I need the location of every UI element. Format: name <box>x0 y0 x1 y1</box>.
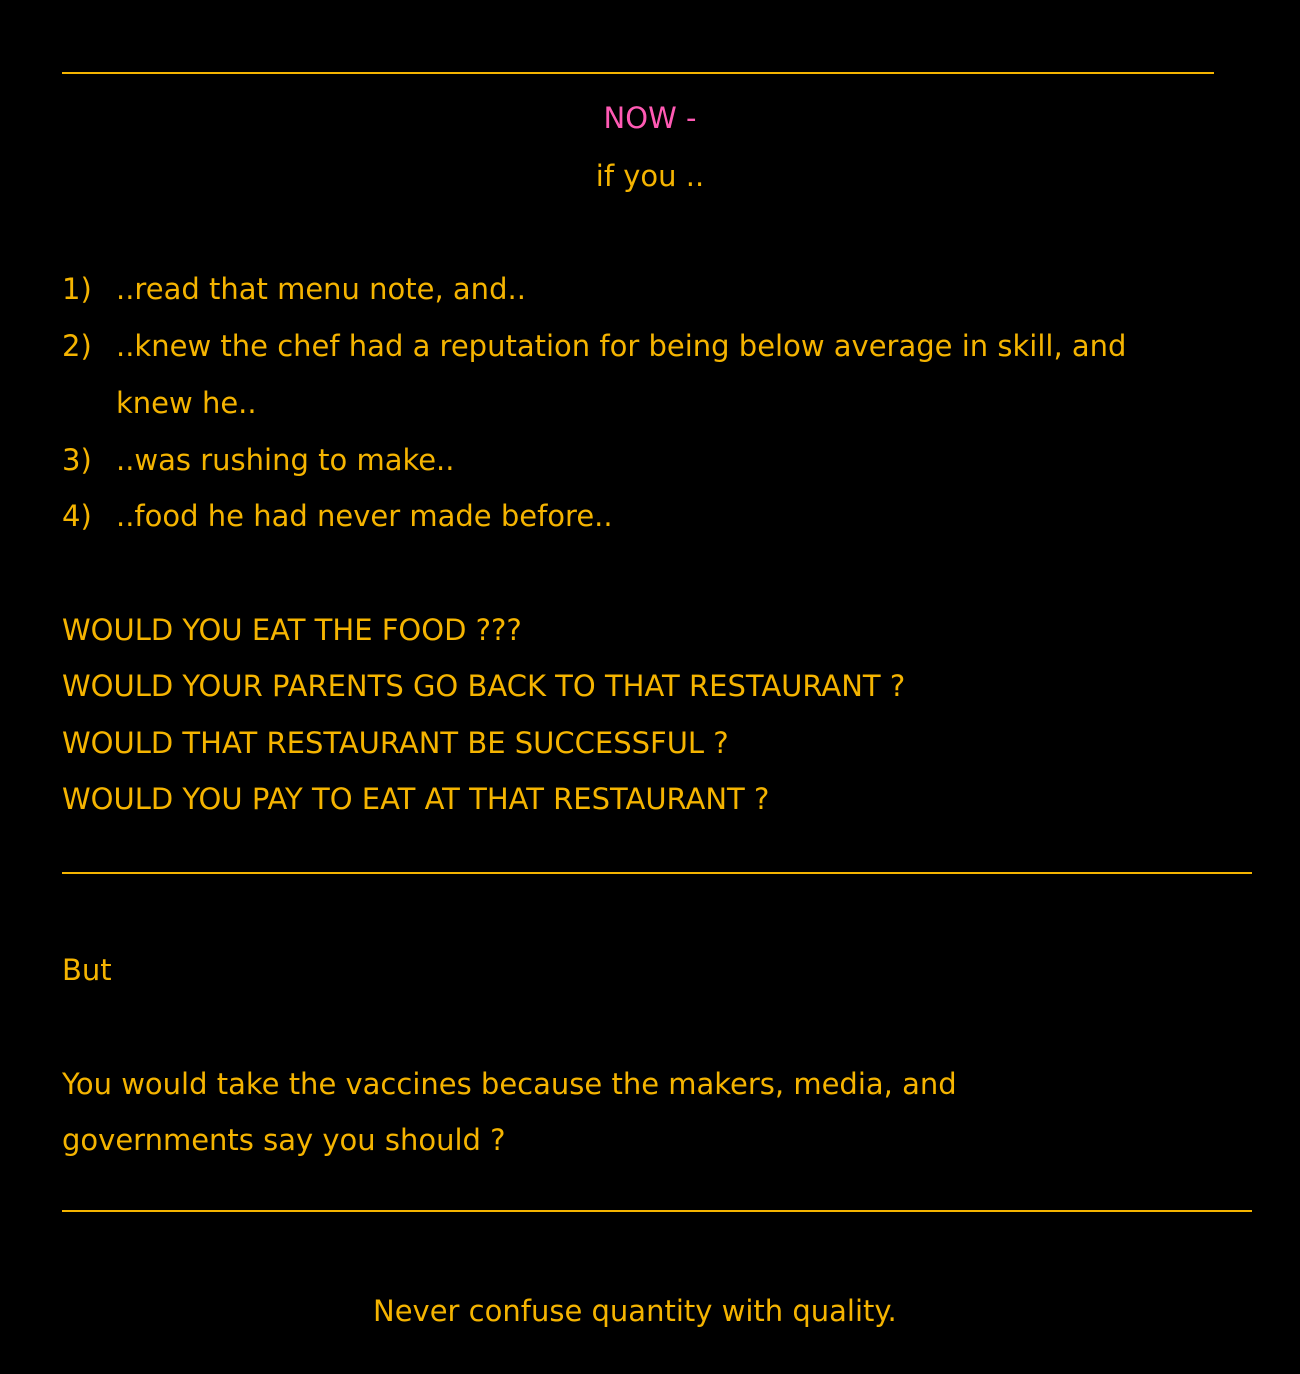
but-text: But <box>62 953 112 987</box>
statement-line-1: You would take the vaccines because the makers, media, and <box>62 1067 957 1101</box>
list-item-3: ..was rushing to make.. <box>116 443 455 477</box>
list-number-1: 1) <box>62 272 92 306</box>
question-4: WOULD YOU PAY TO EAT AT THAT RESTAURANT ? <box>62 782 770 816</box>
list-number-2: 2) <box>62 329 92 363</box>
list-item-2-line-1: ..knew the chef had a reputation for being below average in skill, and <box>116 329 1127 363</box>
divider-bottom <box>62 1210 1252 1212</box>
question-1: WOULD YOU EAT THE FOOD ??? <box>62 613 522 647</box>
closing-quote: Never confuse quantity with quality. <box>373 1294 897 1328</box>
list-number-3: 3) <box>62 443 92 477</box>
divider-middle <box>62 872 1252 874</box>
question-2: WOULD YOUR PARENTS GO BACK TO THAT RESTAURANT ? <box>62 669 906 703</box>
statement-line-2: governments say you should ? <box>62 1123 506 1157</box>
list-number-4: 4) <box>62 499 92 533</box>
question-3: WOULD THAT RESTAURANT BE SUCCESSFUL ? <box>62 726 729 760</box>
heading-now: NOW - <box>603 101 697 135</box>
list-item-1: ..read that menu note, and.. <box>116 272 526 306</box>
list-item-2-line-2: knew he.. <box>116 386 257 420</box>
list-item-4: ..food he had never made before.. <box>116 499 613 533</box>
divider-top <box>62 72 1214 74</box>
subheading-if-you: if you .. <box>595 159 705 193</box>
